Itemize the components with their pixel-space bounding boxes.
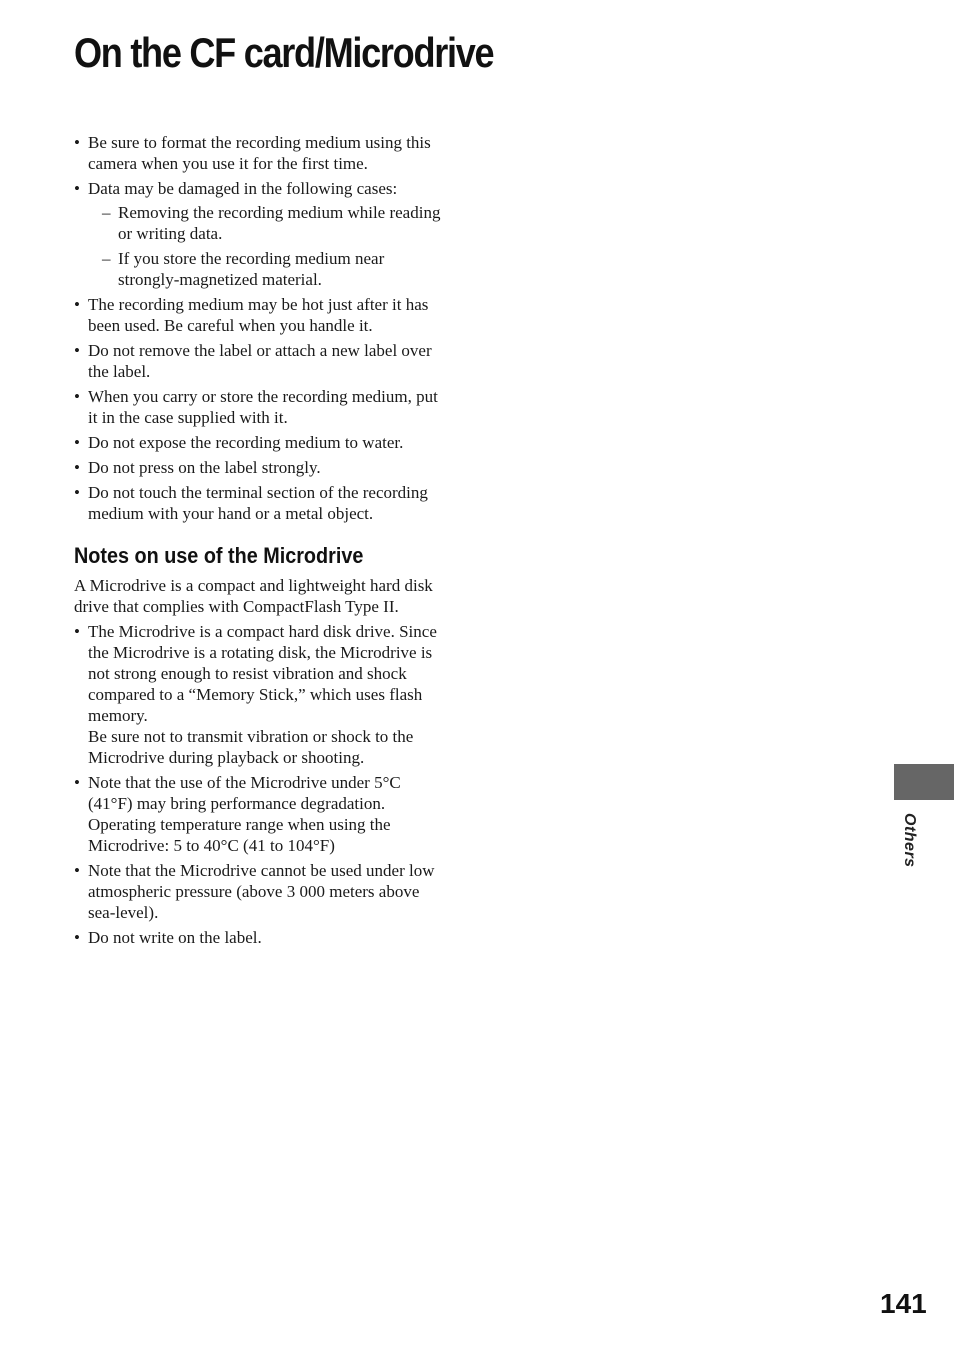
chapter-tab-marker	[894, 764, 954, 800]
content-column	[74, 132, 446, 952]
list-item	[74, 621, 446, 768]
list-item-text: • The Microdrive is a compact hard disk drive. Since the Microdrive is a rotating disk, the Microdrive is not strong enough to resist vibration and shock compared to a “Memory Stick,” which uses flash memory.	[88, 622, 437, 725]
list-item	[74, 386, 446, 428]
list-item-text: • Note that the use of the Microdrive under 5°C (41°F) may bring performance degradation. Operating temperature range when using the Microdrive: 5 to 40°C (41 to 104°F)	[88, 773, 401, 855]
section-heading-microdrive: Notes on use of the Microdrive	[74, 543, 364, 568]
list-item-text: • Note that the Microdrive cannot be used under low atmospheric pressure (above 3 000 meters above sea-level).	[88, 861, 435, 922]
list-item-text: • Be sure to format the recording medium using this camera when you use it for the first time.	[88, 133, 431, 173]
sub-list-item: – Removing the recording medium while reading or writing data.	[88, 202, 446, 244]
list-item	[74, 178, 446, 290]
list-item-text: • Data may be damaged in the following cases:	[88, 179, 398, 198]
microdrive-notes-list	[74, 621, 446, 948]
list-item-text: • Do not touch the terminal section of the recording medium with your hand or a metal object.	[88, 483, 428, 523]
page-number: 141	[880, 1288, 927, 1319]
general-notes-list	[74, 132, 446, 524]
list-item	[74, 294, 446, 336]
list-item	[74, 927, 446, 948]
microdrive-intro: A Microdrive is a compact and lightweight hard disk drive that complies with CompactFlash Type II.	[74, 576, 433, 616]
list-item-text: • Do not press on the label strongly.	[88, 458, 321, 477]
list-item-text: • When you carry or store the recording medium, put it in the case supplied with it.	[88, 387, 438, 427]
list-item	[74, 860, 446, 923]
list-item-text: • Do not remove the label or attach a new label over the label.	[88, 341, 432, 381]
list-item	[74, 772, 446, 856]
damage-cases-list	[88, 202, 446, 290]
list-item	[74, 340, 446, 382]
list-item-text: • Do not write on the label.	[88, 928, 262, 947]
list-item	[74, 432, 446, 453]
list-item	[74, 457, 446, 478]
list-item	[74, 132, 446, 174]
list-item-text-continued: Be sure not to transmit vibration or shock to the Microdrive during playback or shooting.	[88, 727, 414, 767]
list-item-text: • The recording medium may be hot just after it has been used. Be careful when you handle it.	[88, 295, 429, 335]
sub-list-item: – If you store the recording medium near strongly-magnetized material.	[88, 248, 446, 290]
list-item-text: • Do not expose the recording medium to water.	[88, 433, 404, 452]
page-title: On the CF card/Microdrive	[74, 29, 494, 76]
list-item	[74, 482, 446, 524]
chapter-tab-label: Others	[901, 813, 918, 868]
